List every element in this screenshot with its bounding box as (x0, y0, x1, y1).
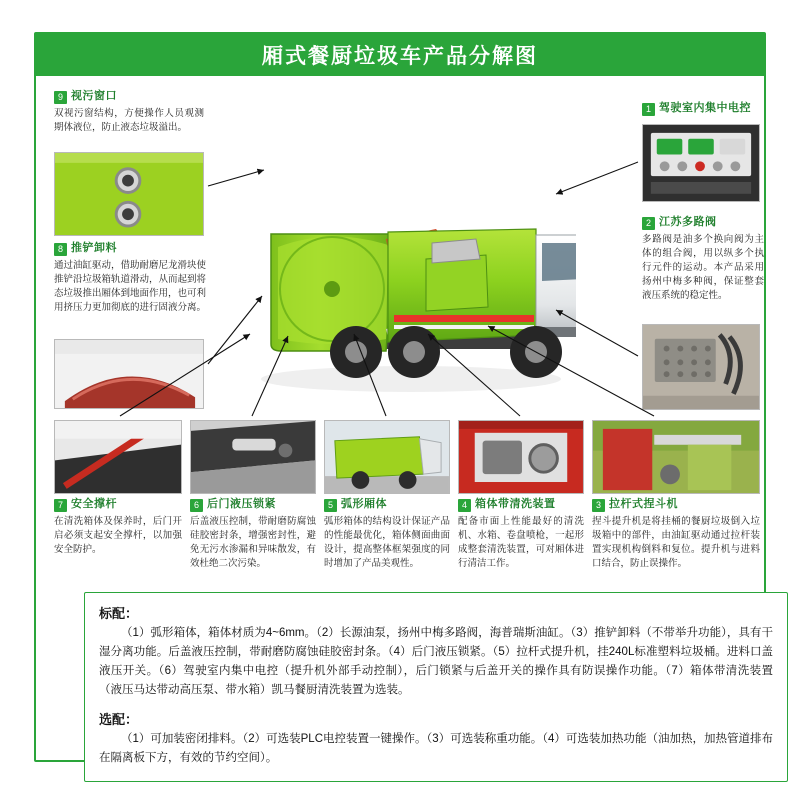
callout-6-badge: 6 (190, 499, 203, 512)
rod-type-lifter-photo (592, 420, 760, 494)
rod-type-lifter-image (593, 421, 759, 494)
callout-2 (642, 216, 764, 303)
callout-1-badge: 1 (642, 103, 655, 116)
callout-9 (54, 90, 204, 135)
callout-6-title: 后门液压锁紧 (207, 498, 276, 510)
callout-7-body: 在清洗箱体及保养时，后门开启必须支起安全撑杆，以加强安全防护。 (54, 516, 182, 555)
spec-standard-label: 标配： (99, 606, 139, 621)
callout-8-body: 通过油缸驱动，借助耐磨尼龙滑块使推铲沿垃圾箱轨道滑动，从而起到将态垃圾推出厢体到地面作用，也可利用挤压力更加彻底的进行固液分离。 (54, 260, 207, 313)
truck-illustration (236, 139, 576, 409)
callout-9-title: 视污窗口 (71, 90, 117, 102)
callout-6-head (190, 498, 316, 512)
shovel-unload-photo (54, 339, 204, 409)
callout-6 (190, 498, 316, 571)
callout-5 (324, 498, 450, 571)
callout-4-badge: 4 (458, 499, 471, 512)
spec-optional-text: （1）可加装密闭排料。（2）可选装PLC电控装置一键操作。（3）可选装称重功能。（4）可选装加热功能（油加热，加热管道排布在隔离板下方，有效的节约空间）。 (99, 733, 773, 764)
callout-6-body: 后盖液压控制，带耐磨防腐蚀硅胶密封条，增强密封性，避免无污水渗漏和异味散发，有效杜绝二次污染。 (190, 516, 316, 569)
callout-3-body: 捏斗提升机是将挂桶的餐厨垃圾倒入垃圾箱中的部件，由油缸驱动通过拉杆装置实现机构倒料和复位。提升机与进料口结合，防止误操作。 (592, 516, 760, 569)
callout-2-title: 江苏多路阀 (659, 216, 717, 228)
callout-1 (642, 102, 762, 119)
callout-7-title: 安全撑杆 (71, 498, 117, 510)
callout-7-head (54, 498, 182, 512)
callout-9-head (54, 90, 204, 104)
callout-8 (54, 242, 206, 315)
callout-7-badge: 7 (54, 499, 67, 512)
page-title: 厢式餐厨垃圾车产品分解图 (36, 34, 764, 76)
callout-1-head (642, 102, 762, 116)
callout-4-title: 箱体带清洗装置 (475, 498, 556, 510)
callout-2-badge: 2 (642, 217, 655, 230)
callout-2-body: 多路阀是油多个换向阀为主体的组合阀，用以纵多个执行元件的运动。本产品采用扬州中梅多种阀，保证整套液压系统的稳定性。 (642, 234, 764, 301)
callout-8-badge: 8 (54, 243, 67, 256)
callout-4-body: 配备市面上性能最好的清洗机、水箱、卷盘喷枪，一起形成整套清洗装置，可对厢体进行清洁工作。 (458, 516, 584, 569)
callout-3-head (592, 498, 760, 512)
shovel-unload-image (55, 340, 203, 409)
garbage-truck-main-photo (236, 139, 576, 409)
washing-device-image (459, 421, 583, 494)
callout-7 (54, 498, 182, 557)
callout-5-body: 弧形箱体的结构设计保证产品的性能最优化，箱体侧面曲面设计，提高整体框架强度的同时增加了产品美观性。 (324, 516, 450, 569)
callout-8-title: 推铲卸料 (71, 242, 117, 254)
callout-2-head (642, 216, 764, 230)
callout-3 (592, 498, 760, 571)
safety-support-rod-photo (54, 420, 182, 494)
callout-8-head (54, 242, 206, 256)
arc-shaped-body-image (325, 421, 449, 494)
viewport-window-image (55, 153, 203, 236)
callout-5-title: 弧形厢体 (341, 498, 387, 510)
callout-3-badge: 3 (592, 499, 605, 512)
poster-frame (34, 32, 773, 764)
callout-5-head (324, 498, 450, 512)
safety-support-rod-image (55, 421, 181, 494)
callout-1-title: 驾驶室内集中电控 (659, 102, 751, 114)
cabin-control-panel-image (643, 125, 759, 202)
cabin-control-panel-photo (642, 124, 760, 202)
viewport-window-photo (54, 152, 204, 236)
callout-4-head (458, 498, 584, 512)
callout-3-title: 拉杆式捏斗机 (609, 498, 678, 510)
arc-shaped-body-photo (324, 420, 450, 494)
multi-way-valve-photo (642, 324, 760, 410)
spec-standard-text: （1）弧形箱体，箱体材质为4~6mm。（2）长源油泵，扬州中梅多路阀，海普瑞斯油缸。（3）推铲卸料（不带举升功能），具有干湿分离功能。后盖液压控制，带耐磨防腐蚀硅胶密封条。（4）后门液压锁紧。（5）拉杆式提升机，挂240L标准塑料垃圾桶。进料口盖液压开关。（6）驾驶室内集中电控（提升机外部手动控制），后门锁紧与后盖开关的操作具有防误操作功能。（7）箱体带清洗装置（液压马达带动高压泵、带水箱）凯马餐厨清洗装置为选装。 (99, 627, 773, 696)
callout-5-badge: 5 (324, 499, 337, 512)
spec-panel (84, 592, 788, 782)
callout-4 (458, 498, 584, 571)
multi-way-valve-image (643, 325, 759, 410)
washing-device-photo (458, 420, 584, 494)
callout-9-badge: 9 (54, 91, 67, 104)
rear-door-hydraulic-lock-photo (190, 420, 316, 494)
rear-door-hydraulic-lock-image (191, 421, 315, 494)
callout-9-body: 双视污窗结构，方便操作人员观测期体液位，防止液态垃圾溢出。 (54, 108, 204, 133)
spec-optional-label: 选配： (99, 712, 139, 727)
